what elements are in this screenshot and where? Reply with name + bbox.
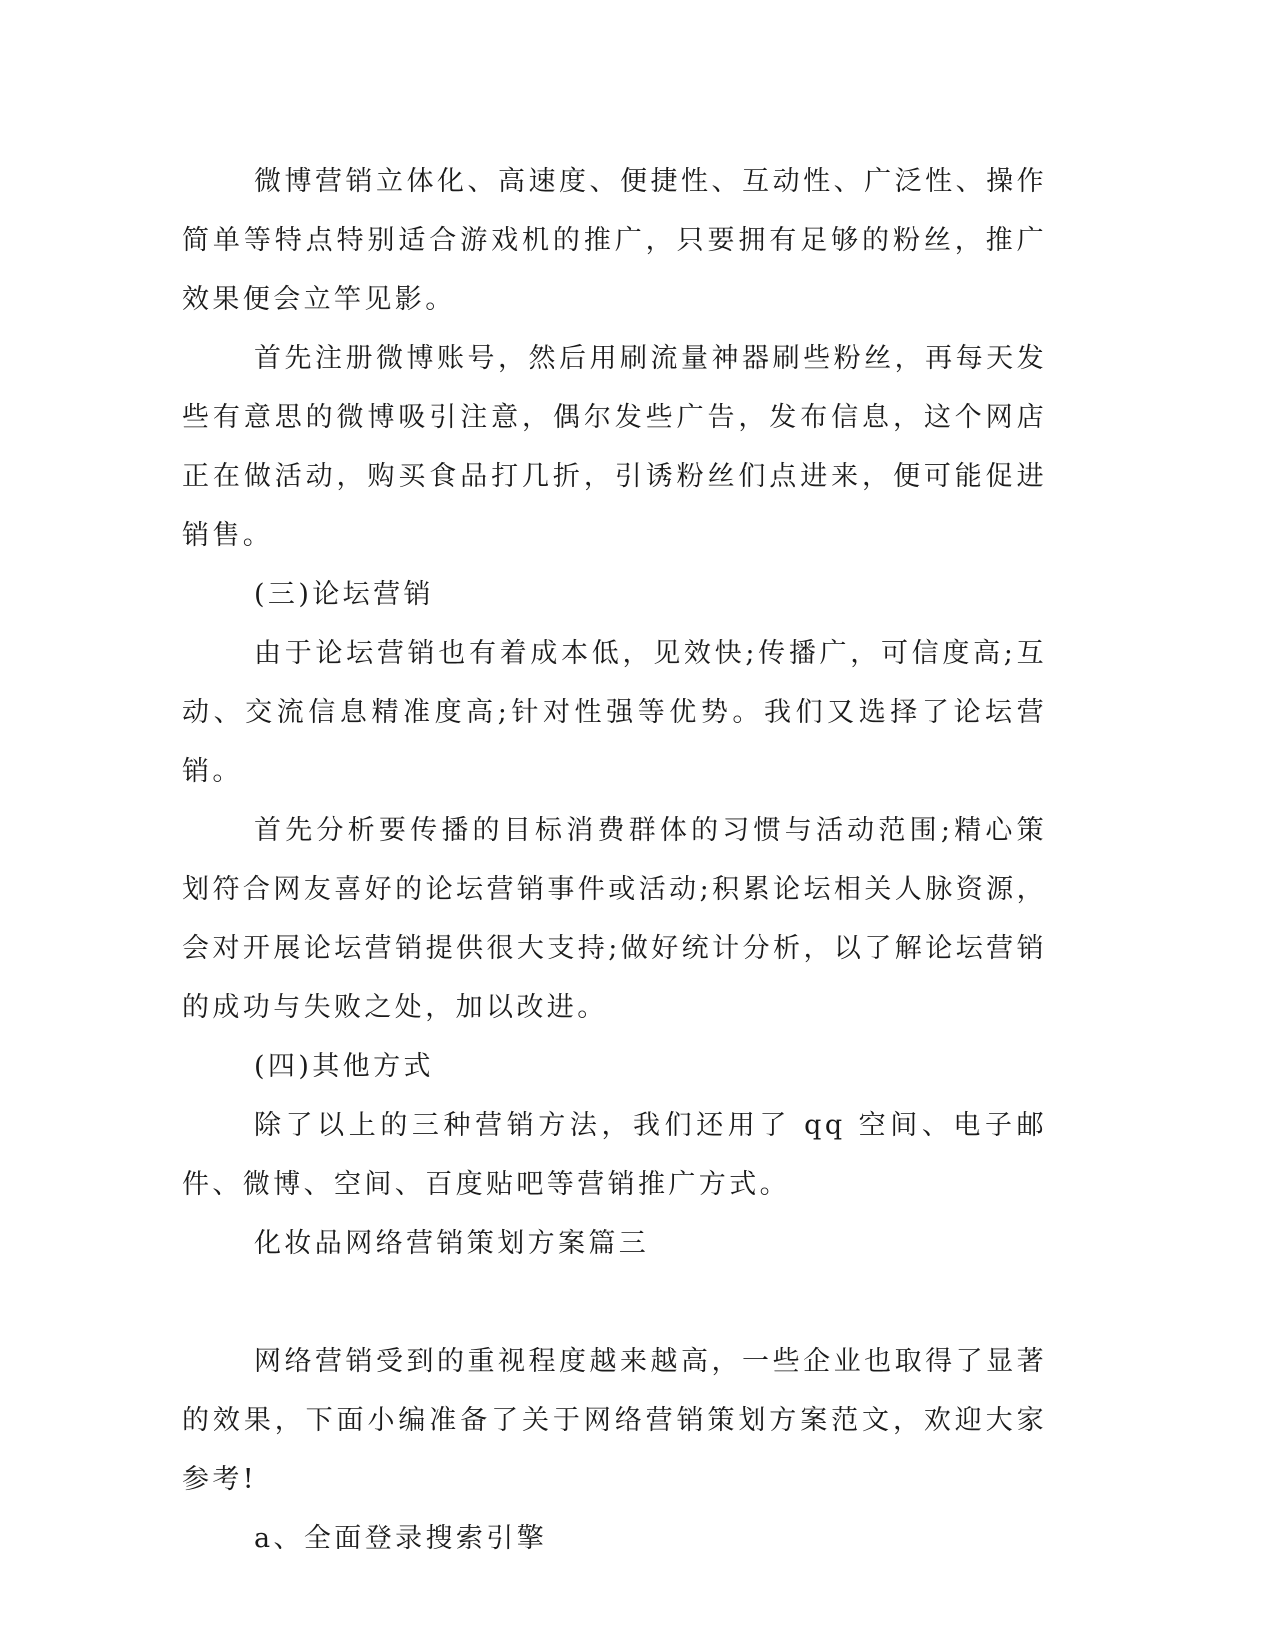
heading-section-three: 化妆品网络营销策划方案篇三 [254,1228,650,1259]
document-body [182,152,1047,1568]
paragraph-weibo-steps: 首先注册微博账号，然后用刷流量神器刷些粉丝，再每天发些有意思的微博吸引注意，偶尔发些广告，发布信息，这个网店正在做活动，购买食品打几折，引诱粉丝们点进来，便可能促进销售。 [182,343,1047,551]
heading-search-engine: a、全面登录搜索引擎 [254,1523,548,1554]
heading-other-methods: (四)其他方式 [254,1051,434,1082]
blank-line [182,1273,1047,1332]
paragraph-other-methods: 除了以上的三种营销方法，我们还用了 qq 空间、电子邮件、微博、空间、百度贴吧等营销推广方式。 [182,1110,1047,1200]
paragraph-weibo-features: 微博营销立体化、高速度、便捷性、互动性、广泛性、操作简单等特点特别适合游戏机的推广，只要拥有足够的粉丝，推广效果便会立竿见影。 [182,166,1047,315]
paragraph-forum-steps: 首先分析要传播的目标消费群体的习惯与活动范围;精心策划符合网友喜好的论坛营销事件或活动;积累论坛相关人脉资源，会对开展论坛营销提供很大支持;做好统计分析，以了解论坛营销的成功与失败之处，加以改进。 [182,815,1047,1023]
paragraph-forum-advantages: 由于论坛营销也有着成本低，见效快;传播广，可信度高;互动、交流信息精准度高;针对性强等优势。我们又选择了论坛营销。 [182,638,1047,787]
heading-forum-marketing: (三)论坛营销 [254,579,434,610]
paragraph-intro: 网络营销受到的重视程度越来越高，一些企业也取得了显著的效果，下面小编准备了关于网络营销策划方案范文，欢迎大家参考! [182,1346,1047,1495]
